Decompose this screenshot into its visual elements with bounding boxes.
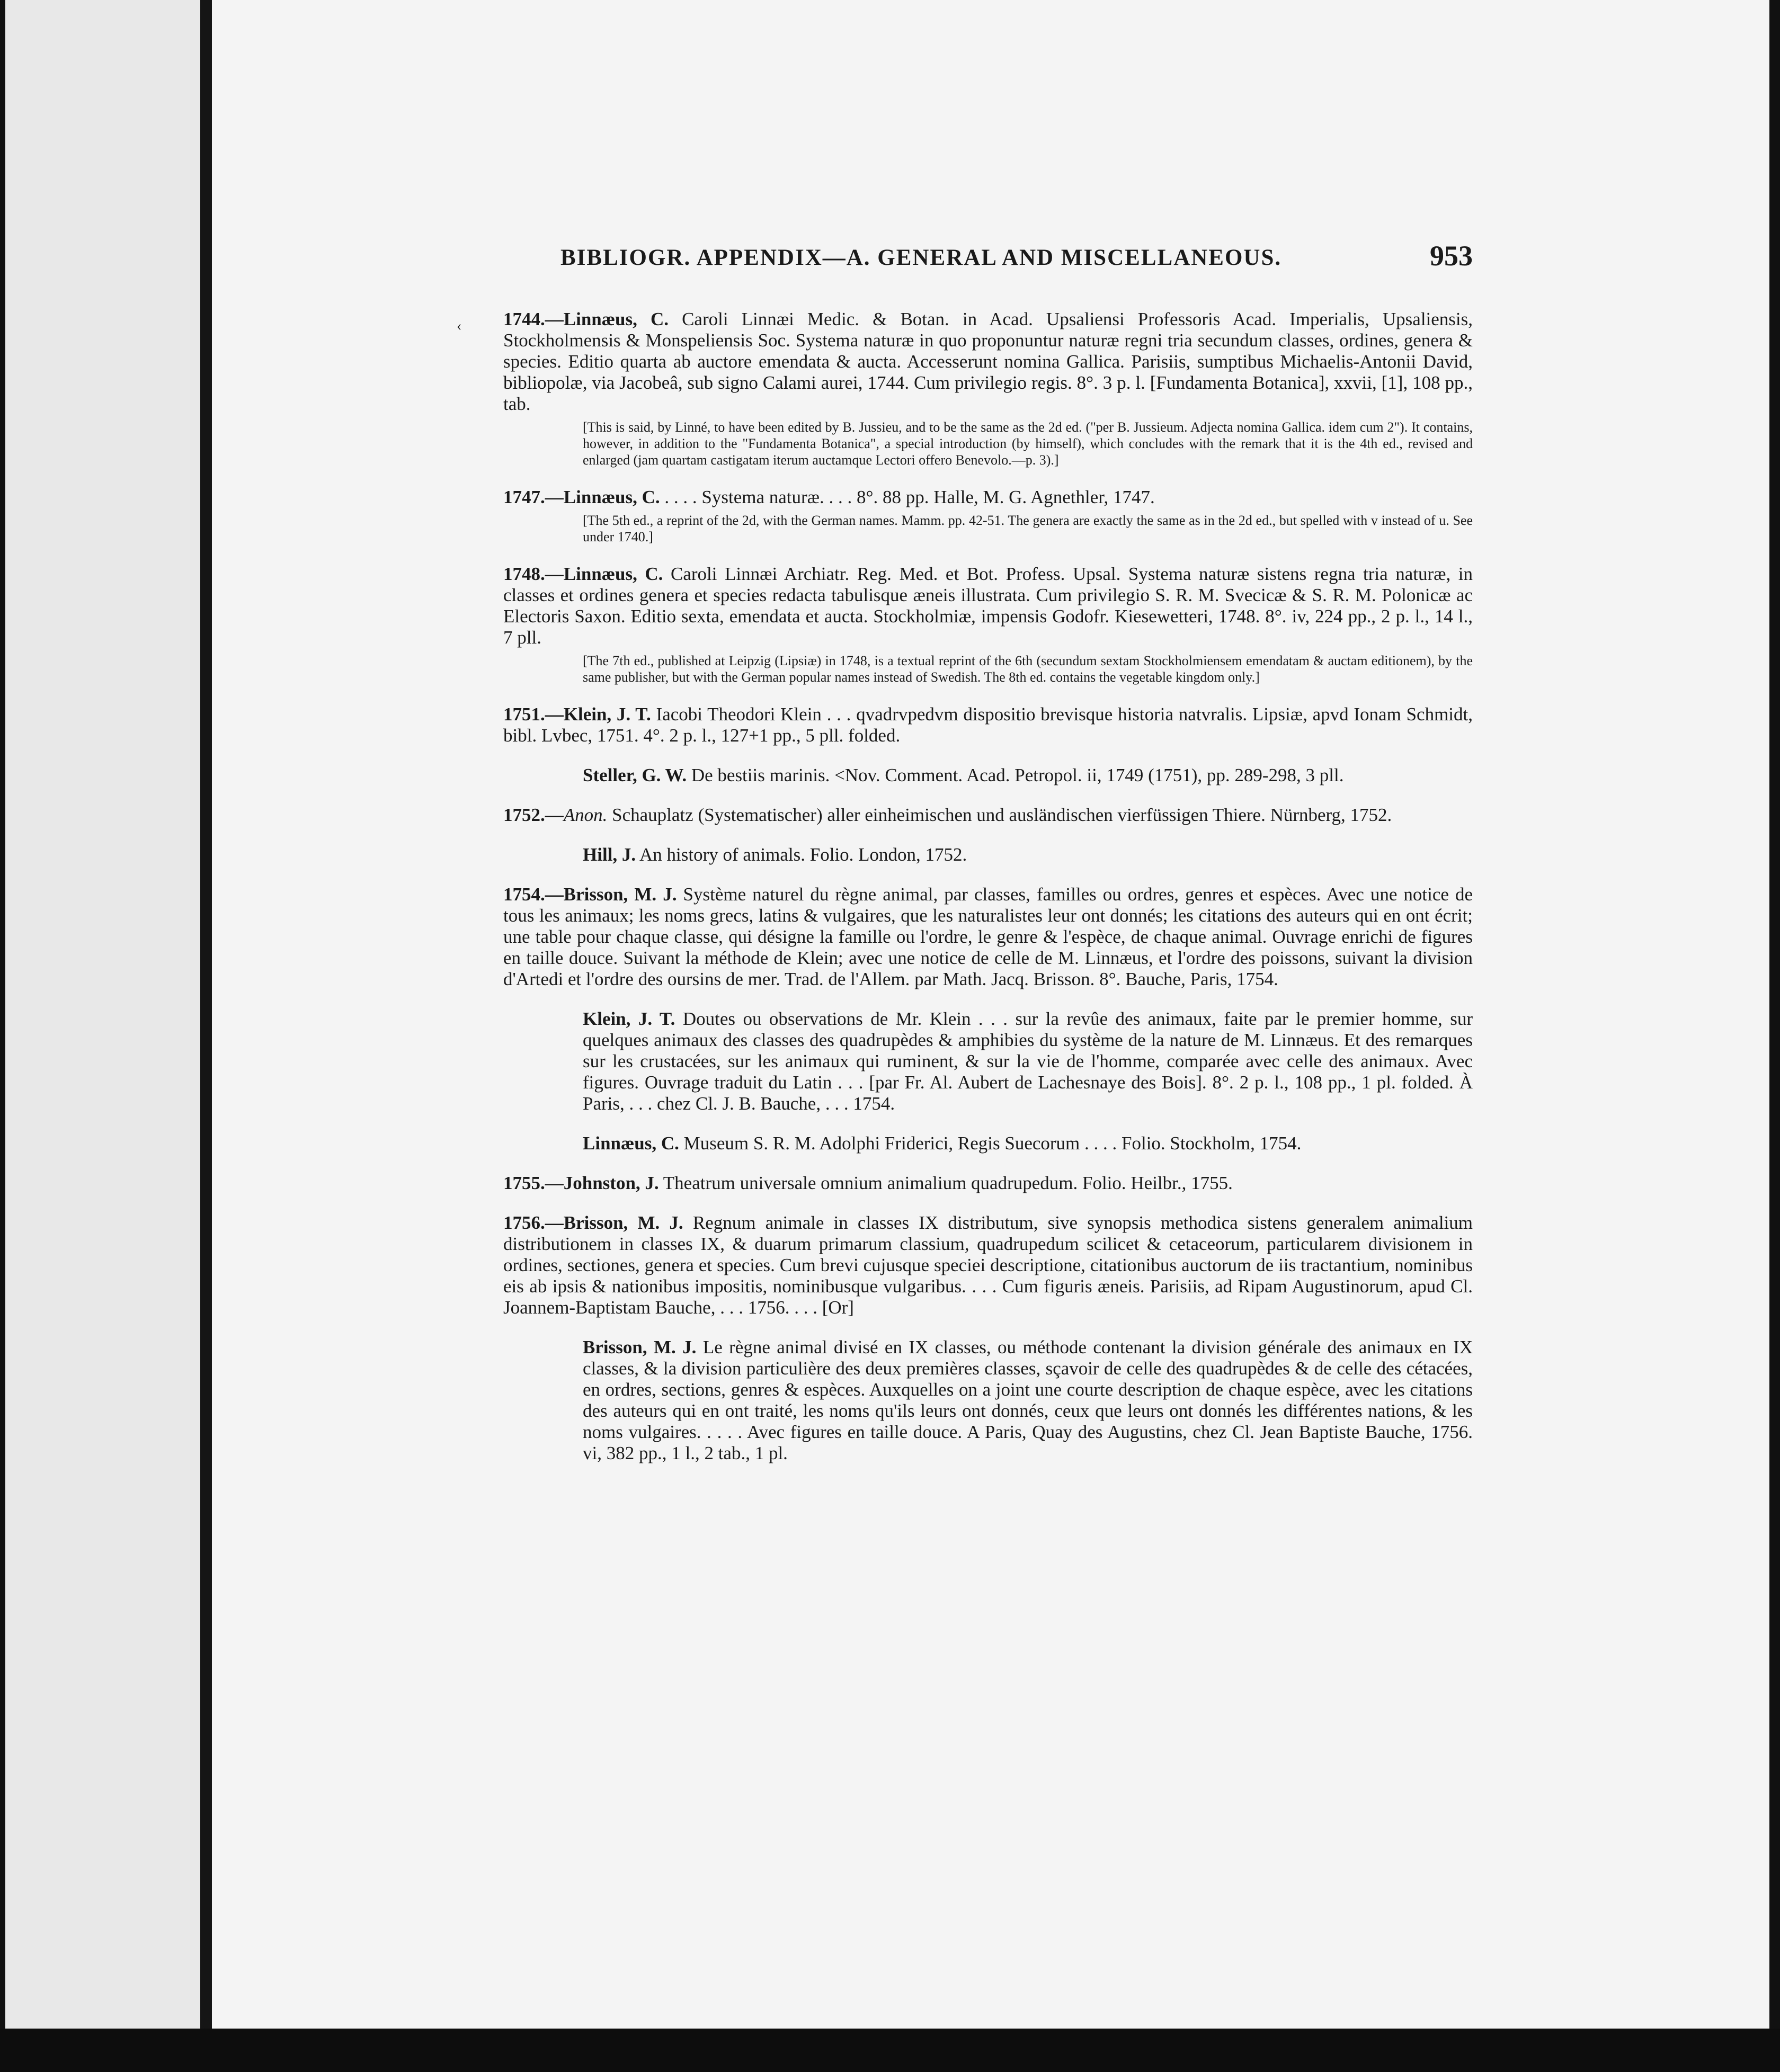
entry-author: Klein, J. T. — [583, 1008, 675, 1029]
entry-author: Brisson, M. J. — [563, 1212, 683, 1233]
bibliography-entries — [503, 290, 1473, 1470]
entry-author: Klein, J. T. — [563, 704, 651, 725]
page-number: 953 — [1430, 240, 1473, 272]
margin-mark: ‹ — [457, 318, 462, 334]
entry-year: 1744.— — [503, 309, 564, 329]
entry-text: Doutes ou observations de Mr. Klein . . . sur la revûe des animaux, faite par le premier homme, sur quelques animaux des classes des quadrupèdes & amphibies du système de la nature de M. Linnæus. Et des remarques sur les crustacées, sur les animaux qui ruminent, & sur la vie de l'homme, comparée avec celle des animaux. Avec figures. Ouvrage traduit du Latin . . . [par Fr. Al. Aubert de Lachesnaye des Bois]. 8°. 2 p. l., 108 pp., 1 pl. folded. À Paris, . . . chez Cl. J. B. Bauche, . . . 1754. — [583, 1008, 1473, 1114]
entry-text: An history of animals. Folio. London, 1752. — [639, 844, 967, 865]
bibliography-entry — [503, 1212, 1473, 1318]
entry-text: Caroli Linnæi Medic. & Botan. in Acad. Upsaliensi Professoris Acad. Imperialis, Upsaliensis, Stockholmensis & Monspeliensis Soc. Systema naturæ in quo proponuntur naturæ regni tria secundum classes, ordines, genera & species. Editio quarta ab auctore emendata & aucta. Accesserunt nomina Gallica. Parisiis, sumptibus Michaelis-Antonii David, bibliopolæ, via Jacobeâ, sub signo Calami aurei, 1744. Cum privilegio regis. 8°. 3 p. l. [Fundamenta Botanica], xxvii, [1], 108 pp., tab. — [503, 309, 1473, 414]
entry-author: Johnston, J. — [563, 1173, 659, 1193]
entry-note: [The 5th ed., a reprint of the 2d, with the German names. Mamm. pp. 42-51. The genera are exactly the same as in the 2d ed., but spelled with v instead of u. See under 1740.] — [583, 513, 1473, 544]
entry-text: Museum S. R. M. Adolphi Friderici, Regis Suecorum . . . . Folio. Stockholm, 1754. — [683, 1133, 1302, 1154]
entry-note: [The 7th ed., published at Leipzig (Lipsiæ) in 1748, is a textual reprint of the 6th (secundum sextam Stockholmiensem emendatam & auctam editionem), by the same publisher, but with the German popular names instead of Swedish. The 8th ed. contains the vegetable kingdom only.] — [583, 653, 1473, 685]
entry-year: 1747.— — [503, 487, 564, 507]
entry-text: Iacobi Theodori Klein . . . qvadrvpedvm dispositio brevisque historia natvralis. Lipsiæ, apvd Ionam Schmidt, bibl. Lvbec, 1751. 4°. 2 p. l., 127+1 pp., 5 pll. folded. — [503, 704, 1473, 746]
entry-text: . . . . Systema naturæ. . . . 8°. 88 pp. Halle, M. G. Agnethler, 1747. — [664, 487, 1155, 507]
bibliography-entry — [503, 487, 1473, 545]
bibliography-entry — [503, 1008, 1473, 1114]
bibliography-entry — [503, 805, 1473, 826]
entry-author: Linnæus, C. — [563, 309, 669, 329]
bibliography-entry — [503, 704, 1473, 746]
entry-year: 1748.— — [503, 564, 564, 584]
entry-text: Schauplatz (Systematischer) aller einheimischen und ausländischen vierfüssigen Thiere. Nürnberg, 1752. — [612, 805, 1392, 825]
scan-right-edge — [1769, 0, 1780, 2072]
entry-author: Linnæus, C. — [563, 564, 663, 584]
entry-year: 1751.— — [503, 704, 564, 725]
entry-year: 1752.— — [503, 805, 564, 825]
entry-author: Hill, J. — [583, 844, 636, 865]
entry-text: Système naturel du règne animal, par classes, familles ou ordres, genres et espèces. Avec une notice de tous les animaux; les noms grecs, latins & vulgaires, que les naturalistes leur ont donnés; les citations des auteurs qui en ont écrit; une table pour chaque classe, qui désigne la famille ou l'ordre, le genre & l'espèce, de chaque animal. Ouvrage enrichi de figures en taille douce. Suivant la méthode de Klein; avec une notice de celle de M. Linnæus, et l'ordre des poissons, suivant la division d'Artedi et l'ordre des oursins de mer. Trad. de l'Allem. par Math. Jacq. Brisson. 8°. Bauche, Paris, 1754. — [503, 884, 1473, 989]
entry-text: De bestiis marinis. <Nov. Comment. Acad. Petropol. ii, 1749 (1751), pp. 289-298, 3 pll. — [691, 765, 1344, 785]
entry-text: Le règne animal divisé en IX classes, ou méthode contenant la division générale des animaux en IX classes, & la division particulière des deux premières classes, sçavoir de celle des quadrupèdes & de celle des cétacées, en ordres, sections, genres & espèces. Auxquelles on a joint une courte description de chaque espèce, avec les citations des auteurs qui en ont traité, les noms qu'ils leurs ont donnés, ceux que leurs ont donnés les différentes nations, & les noms vulgaires. . . . . Avec figures en taille douce. A Paris, Quay des Augustins, chez Cl. Jean Baptiste Bauche, 1756. vi, 382 pp., 1 l., 2 tab., 1 pl. — [583, 1337, 1473, 1463]
scan-bottom-edge — [0, 2029, 1780, 2072]
running-title: BIBLIOGR. APPENDIX—A. GENERAL AND MISCELLANEOUS. — [560, 245, 1282, 270]
bibliography-entry — [503, 1133, 1473, 1154]
book-binding-gutter — [200, 0, 212, 2029]
entry-year: 1755.— — [503, 1173, 564, 1193]
entry-year: 1754.— — [503, 884, 564, 905]
bibliography-entry — [503, 844, 1473, 865]
facing-page-margin — [0, 0, 204, 2072]
bibliography-entry — [503, 765, 1473, 786]
scan-left-edge — [0, 0, 5, 2072]
entry-author: Linnæus, C. — [563, 487, 660, 507]
entry-author: Steller, G. W. — [583, 765, 687, 785]
entry-year: 1756.— — [503, 1212, 564, 1233]
entry-text: Theatrum universale omnium animalium quadrupedum. Folio. Heilbr., 1755. — [663, 1173, 1233, 1193]
entry-author: Brisson, M. J. — [563, 884, 677, 905]
bibliography-entry — [503, 884, 1473, 990]
bibliography-entry — [503, 1337, 1473, 1464]
entry-author: Brisson, M. J. — [583, 1337, 697, 1357]
bibliography-entry — [503, 309, 1473, 468]
entry-text: Regnum animale in classes IX distributum, sive synopsis methodica sistens generalem animalium distributionem in classes IX, & duarum primarum classium, quadrupedum scilicet & cetaceorum, particularem divisionem in ordines, sectiones, genera et species. Cum brevi cujusque speciei descriptione, citationibus auctorum de iis tractantium, nominibus eis ab ipsis & nationibus impositis, nominibusque vulgaribus. . . . Cum figuris æneis. Parisiis, ad Ripam Augustinorum, apud Cl. Joannem-Baptistam Bauche, . . . 1756. . . . [Or] — [503, 1212, 1473, 1318]
bibliography-entry — [503, 1173, 1473, 1194]
page-header — [560, 239, 1473, 282]
bibliography-entry — [503, 564, 1473, 685]
entry-note: [This is said, by Linné, to have been edited by B. Jussieu, and to be the same as the 2d ed. ("per B. Jussieum. Adjecta nomina Gallica. idem cum 2"). It contains, however, in addition to the "Fundamenta Botanica", a special introduction (by himself), which concludes with the remark that it is the 4th ed., revised and enlarged (jam quartam castigatam iterum auctamque Lectori offero Benevolo.—p. 3).] — [583, 419, 1473, 468]
entry-author: Anon. — [563, 805, 608, 825]
entry-author: Linnæus, C. — [583, 1133, 679, 1154]
entry-text: Caroli Linnæi Archiatr. Reg. Med. et Bot. Profess. Upsal. Systema naturæ sistens regna tria naturæ, in classes et ordines genera et species redacta tabulisque æneis illustrata. Cum privilegio S. R. M. Svecicæ & S. R. M. Polonicæ ac Electoris Saxon. Editio sexta, emendata et aucta. Stockholmiæ, impensis Godofr. Kiesewetteri, 1748. 8°. iv, 224 pp., 2 p. l., 14 l., 7 pll. — [503, 564, 1473, 648]
